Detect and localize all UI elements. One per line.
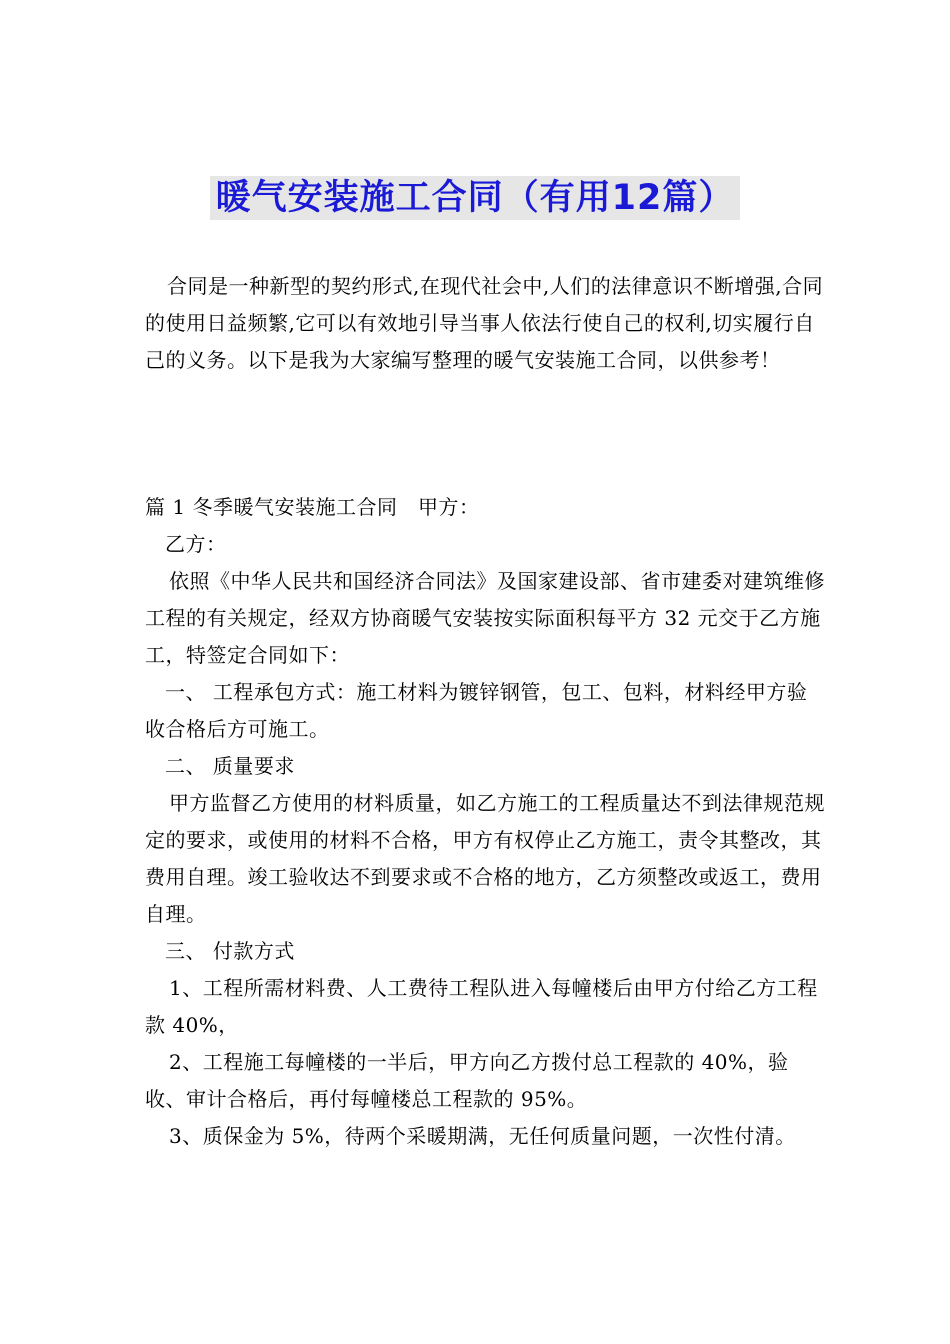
clause-quality-heading: 二、 质量要求	[165, 754, 295, 778]
payment-item-1: 1、工程所需材料费、人工费待工程队进入每幢楼后由甲方付给乙方工程款 40%，	[145, 976, 818, 1037]
payment-item-3: 3、质保金为 5%，待两个采暖期满，无任何质量问题，一次性付清。	[169, 1124, 796, 1148]
party-b-line: 乙方：	[165, 532, 227, 556]
document-title: 暖气安装施工合同（有用12篇）	[210, 176, 741, 220]
title-container	[0, 176, 950, 220]
section-heading: 篇 1 冬季暖气安装施工合同 甲方：	[145, 495, 480, 519]
payment-item-2: 2、工程施工每幢楼的一半后，甲方向乙方拨付总工程款的 40%，验收、审计合格后，再付每幢楼总工程款的 95%。	[145, 1050, 789, 1111]
clause-payment-heading: 三、 付款方式	[165, 939, 295, 963]
intro-block	[145, 268, 825, 379]
clause-quality-text: 甲方监督乙方使用的材料质量，如乙方施工的工程质量达不到法律规范规定的要求，或使用的材料不合格，甲方有权停止乙方施工，责令其整改，其费用自理。竣工验收达不到要求或不合格的地方，乙方须整改或返工，费用自理。	[145, 791, 825, 926]
clause-contracting-method: 一、 工程承包方式：施工材料为镀锌钢管，包工、包料，材料经甲方验收合格后方可施工。	[145, 680, 808, 741]
contract-preamble: 依照《中华人民共和国经济合同法》及国家建设部、省市建委对建筑维修工程的有关规定，经双方协商暖气安装按实际面积每平方 32 元交于乙方施工，特签定合同如下：	[145, 569, 825, 667]
contract-body	[145, 489, 825, 1155]
intro-paragraph: 合同是一种新型的契约形式,在现代社会中,人们的法律意识不断增强,合同的使用日益频繁,它可以有效地引导当事人依法行使自己的权利,切实履行自己的义务。以下是我为大家编写整理的暖气安装施工合同，以供参考！	[145, 274, 824, 372]
